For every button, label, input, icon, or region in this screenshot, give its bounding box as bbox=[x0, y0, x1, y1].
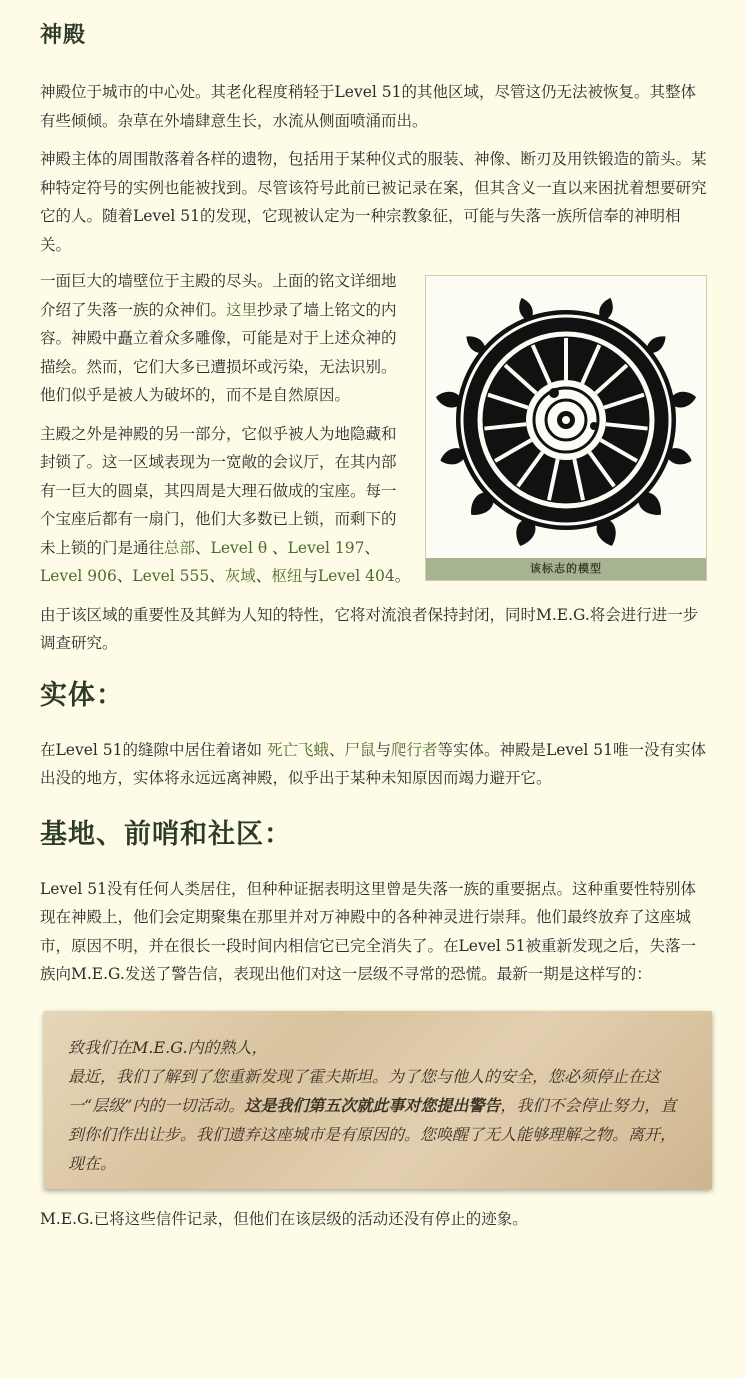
sep: 、 bbox=[116, 567, 133, 585]
temple-p4-text: 主殿之外是神殿的另一部分，它似乎被人为地隐藏和封锁了。这一区域表现为一宽敞的会议厅，在其内部有一巨大的圆桌，其四周是大理石做成的宝座。每一个宝座后都有一扇门，他们大多数已上锁，而剩下的未上锁的门是通往 bbox=[40, 424, 397, 557]
entities-text: 在Level 51的缝隙中居住着诸如 bbox=[40, 740, 267, 759]
temple-wrap bbox=[40, 267, 707, 591]
letter-bold-text: 这是我们第五次就此事对您提出警告 bbox=[244, 1095, 501, 1115]
symbol-figure bbox=[425, 275, 707, 581]
link-crawler[interactable]: 爬行者 bbox=[391, 740, 438, 759]
sep: 、 bbox=[364, 538, 380, 557]
letter-text: 最近，我们了解到了您重新发现了霍夫斯坦。为了您与他人的安全，您必须停止在这一“层级”内的一切活动。 bbox=[68, 1066, 661, 1115]
link-death-moth[interactable]: 死亡飞蛾 bbox=[266, 740, 329, 759]
link-corpse-rat[interactable]: 尸鼠 bbox=[344, 740, 376, 759]
sep: 与 bbox=[375, 740, 391, 759]
sep: 。 bbox=[394, 567, 411, 585]
link-hq[interactable]: 总部 bbox=[164, 538, 196, 557]
temple-paragraph-2: 神殿主体的周围散落着各样的遗物，包括用于某种仪式的服装、神像、断刃及用铁锻造的箭头。某种特定符号的实例也能被找到。尽管该符号此前已被记录在案，但其含义一直以来困扰着想要研究它的人。随着Level 51的发现，它现被认定为一种宗教象征，可能与失落一族所信奉的神明相关。 bbox=[40, 150, 707, 254]
link-level-theta[interactable]: Level θ bbox=[210, 538, 268, 557]
temple-paragraph-1: 神殿位于城市的中心处。其老化程度稍轻于Level 51的其他区域，尽管这仍无法被恢复。其整体有些倾倾。杂草在外墙肆意生长，水流从侧面喷涌而出。 bbox=[40, 83, 697, 130]
letter-body bbox=[68, 1062, 688, 1178]
temple-p3-text-after: 抄录了墙上铭文的内容。神殿中矗立着众多雕像，可能是对于上述众神的描绘。然而，它们大多已遭损坏或污染，无法识别。他们似乎是被人为破坏的，而不是自然原因。 bbox=[40, 300, 397, 404]
sep: 、 bbox=[195, 538, 211, 557]
link-ash-zone[interactable]: 灰域 bbox=[224, 567, 256, 585]
link-level-197[interactable]: Level 197 bbox=[287, 538, 365, 557]
link-level-555[interactable]: Level 555 bbox=[132, 567, 210, 585]
entities-paragraph bbox=[40, 736, 707, 793]
religious-symbol-image bbox=[426, 276, 706, 558]
sep: 、 bbox=[328, 740, 345, 759]
letter-greeting: 致我们在M.E.G.内的熟人， bbox=[68, 1037, 268, 1057]
sep: 、 bbox=[255, 567, 272, 585]
bases-closing-paragraph: M.E.G.已将这些信件记录，但他们在该层级的活动还没有停止的迹象。 bbox=[40, 1209, 528, 1228]
sep: 、 bbox=[267, 538, 288, 557]
sep: 、 bbox=[209, 567, 225, 585]
warning-letter bbox=[44, 1011, 712, 1189]
section-title-bases: 基地、前哨和社区： bbox=[40, 818, 292, 850]
section-title-temple: 神殿 bbox=[40, 23, 87, 48]
temple-p3-text: 一面巨大的墙壁位于主殿的尽头。上面的铭文详细地介绍了失落一族的众神们。 bbox=[40, 272, 397, 319]
figure-caption: 该标志的模型 bbox=[426, 558, 706, 580]
section-title-entities: 实体： bbox=[40, 679, 124, 711]
link-hub[interactable]: 枢纽 bbox=[271, 567, 303, 585]
inscription-link[interactable]: 这里 bbox=[226, 300, 258, 319]
sep: 与 bbox=[302, 567, 318, 585]
entities-text-after: 等实体。神殿是Level 51唯一没有实体出没的地方，实体将永远远离神殿，似乎出于某种未知原因而竭力避开它。 bbox=[40, 740, 707, 787]
letter-text-after: ，我们不会停止努力，直到你们作出让步。我们遗弃这座城市是有原因的。您唤醒了无人能够理解之物。离开，现在。 bbox=[68, 1095, 677, 1173]
bases-paragraph: Level 51没有任何人类居住，但种种证据表明这里曾是失落一族的重要据点。这种重要性特别体现在神殿上，他们会定期聚集在那里并对万神殿中的各种神灵进行崇拜。他们最终放弃了这座城市，原因不明，并在很长一段时间内相信它已完全消失了。在Level 51被重新发现之后，失落一族向M.E.G.发送了警告信，表现出他们对这一层级不寻常的恐慌。最新一期是这样写的： bbox=[40, 879, 697, 983]
link-level-404[interactable]: Level 404 bbox=[317, 567, 395, 585]
temple-paragraph-5: 由于该区域的重要性及其鲜为人知的特性，它将对流浪者保持封闭，同时M.E.G.将会进行进一步调查研究。 bbox=[40, 605, 699, 652]
link-level-906[interactable]: Level 906 bbox=[40, 567, 117, 585]
